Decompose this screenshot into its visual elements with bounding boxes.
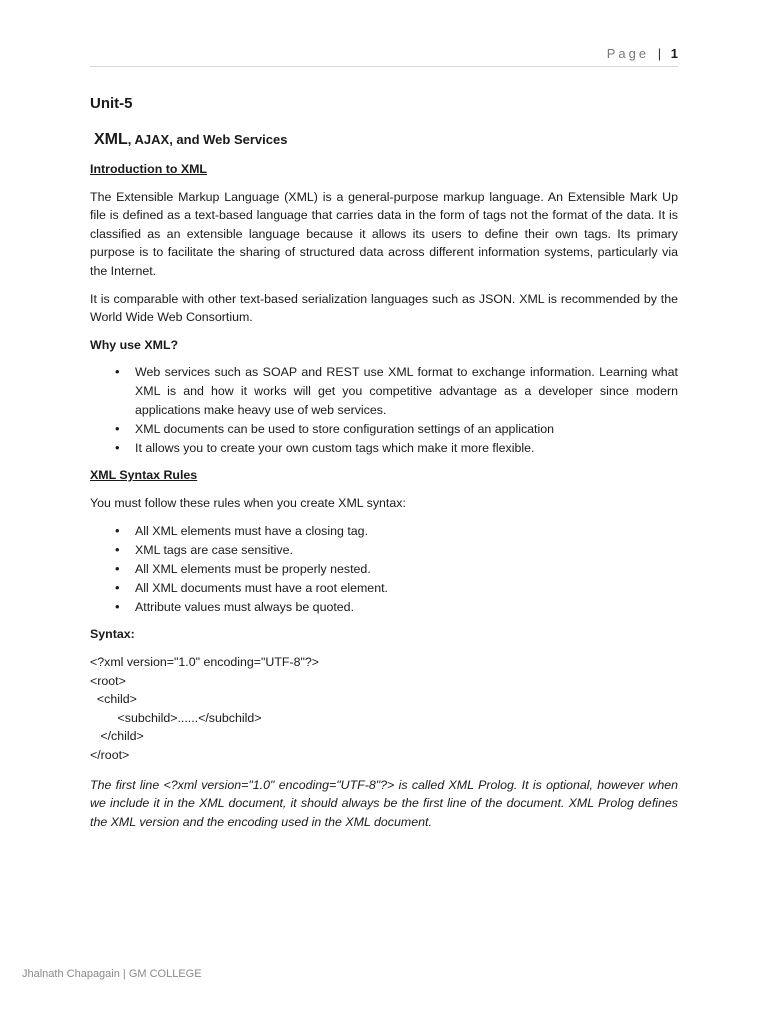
list-item: • It allows you to create your own custom tags which make it more flexible.: [135, 439, 678, 458]
intro-heading: Introduction to XML: [90, 162, 207, 176]
list-item: • XML documents can be used to store configuration settings of an application: [135, 420, 678, 439]
list-item: • Attribute values must always be quoted.: [135, 598, 678, 617]
subject-title-rest: , AJAX, and Web Services: [127, 132, 288, 147]
page-number: 1: [670, 46, 678, 61]
code-line: <root>: [90, 673, 126, 688]
list-item: • XML tags are case sensitive.: [135, 541, 678, 560]
page-header: [90, 46, 678, 67]
footer-author: Jhalnath Chapagain | GM COLLEGE: [22, 968, 202, 980]
list-item: • All XML elements must have a closing tag.: [135, 522, 678, 541]
syntax-rules-list: [90, 522, 678, 617]
document-body: [90, 94, 678, 831]
syntax-rules-heading: XML Syntax Rules: [90, 468, 198, 483]
list-item: • Web services such as SOAP and REST use XML format to exchange information. Learning what XML is and how it works will get you competitive advantage as a developer since modern applications make heavy use of web services.: [135, 363, 678, 419]
code-line: </root>: [90, 748, 130, 763]
page-footer: [22, 968, 202, 980]
intro-paragraph-1: The Extensible Markup Language (XML) is a general-purpose markup language. An Extensible Mark Up file is defined as a text-based language that carries data in the form of tags not the format of the data. It is classified as an extensible language because it allows its users to define their own tags. Its primary purpose is to facilitate the sharing of structured data across different information systems, particularly via the Internet.: [90, 189, 678, 278]
subject-title: [94, 130, 678, 150]
unit-title: Unit-5: [90, 95, 133, 112]
code-line: <?xml version="1.0" encoding="UTF-8"?>: [90, 655, 320, 670]
intro-paragraph-2: It is comparable with other text-based serialization languages such as JSON. XML is recommended by the World Wide Web Consortium.: [90, 291, 678, 325]
xml-code-block: [90, 653, 678, 765]
list-item: • All XML elements must be properly nested.: [135, 560, 678, 579]
why-heading: Why use XML?: [90, 337, 179, 352]
list-item: • All XML documents must have a root element.: [135, 579, 678, 598]
page-separator: |: [657, 46, 662, 61]
prolog-note: The first line <?xml version="1.0" encoding="UTF-8"?> is called XML Prolog. It is optional, however when we include it in the XML document, it should always be the first line of the document. XML Prolog defines the XML version and the encoding used in the XML document.: [90, 777, 678, 829]
code-line: </child>: [90, 729, 144, 744]
syntax-heading: Syntax:: [90, 627, 135, 642]
code-line: <subchild>......</subchild>: [90, 710, 262, 725]
code-line: <child>: [90, 692, 137, 707]
page-label: Page: [606, 46, 650, 61]
why-list: [90, 363, 678, 457]
syntax-rules-intro: You must follow these rules when you create XML syntax:: [90, 495, 406, 510]
subject-title-xml: XML: [94, 131, 128, 148]
